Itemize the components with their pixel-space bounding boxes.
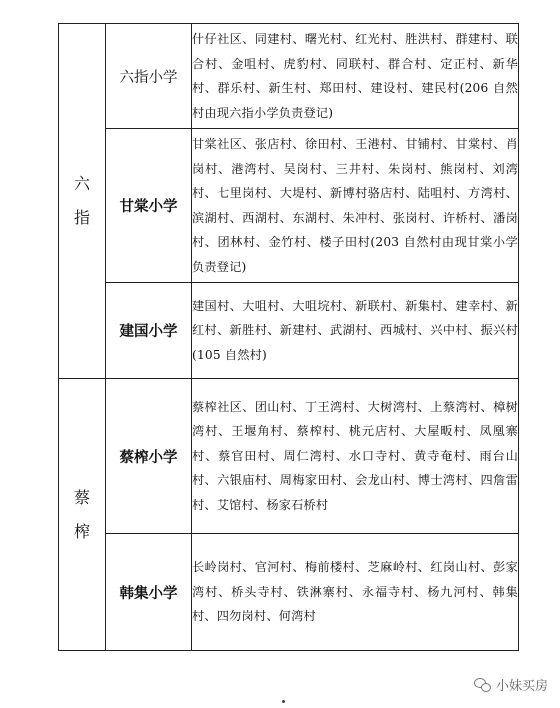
village-registration-table: [58, 23, 519, 651]
watermark-text: 小妹买房: [495, 679, 548, 694]
table-row: [59, 379, 519, 534]
table-row: [59, 129, 519, 283]
school-name: 蔡榨小学: [106, 379, 192, 534]
town-cell-liuzhi: [59, 24, 106, 379]
village-list: 建国村、大咀村、大咀垸村、新联村、新集村、建幸村、新红村、新胜村、新建村、武湖村、西城村、兴中村、振兴村(105 自然村): [192, 283, 519, 379]
school-name: 六指小学: [106, 24, 192, 129]
town-name-char: 榨: [73, 521, 90, 541]
school-name: 甘棠小学: [106, 129, 192, 283]
wechat-icon: [474, 678, 491, 691]
village-list: 甘棠社区、张店村、徐田村、王港村、甘铺村、甘棠村、肖岗村、港湾村、吴岗村、三井村、朱岗村、熊岗村、刘湾村、七里岗村、大堤村、新博村骆店村、陆咀村、方湾村、滨湖村、西湖村、东湖村、朱冲村、张岗村、许桥村、潘岗村、团林村、金竹村、楼子田村(203 自然村由现甘棠小学负责登记): [192, 129, 519, 283]
table-row: [59, 24, 519, 129]
table-row: [59, 283, 519, 379]
town-name-char: 六: [73, 174, 90, 193]
town-name-char: 指: [73, 208, 90, 227]
village-list: 长岭岗村、官河村、梅前楼村、芝麻岭村、红岗山村、彭家湾村、桥头寺村、铁淋寨村、永福寺村、杨九河村、韩集村、四勿岗村、何湾村: [192, 534, 519, 651]
town-cell-caizha: [59, 379, 106, 651]
town-name-char: 蔡: [73, 487, 90, 507]
table-row: [59, 534, 519, 651]
school-name: 建国小学: [106, 283, 192, 379]
page-dot: [282, 700, 285, 703]
village-list: 什仔社区、同建村、曙光村、红光村、胜洪村、群建村、联合村、金咀村、虎豹村、同联村、群合村、定正村、新华村、群乐村、新生村、郑田村、建设村、建民村(206 自然村由现六指小学负责登记): [192, 24, 519, 129]
school-name: 韩集小学: [106, 534, 192, 651]
watermark: [474, 675, 548, 694]
village-list: 蔡榨社区、团山村、丁王湾村、大树湾村、上蔡湾村、樟树湾村、王堰角村、蔡榨村、桃元店村、大屋畈村、凤凰寨村、蔡官田村、周仁湾村、水口寺村、黄寺奄村、雨台山村、六银庙村、周梅家田村、会龙山村、博士湾村、四詹雷村、艾馆村、杨家石桥村: [192, 379, 519, 534]
